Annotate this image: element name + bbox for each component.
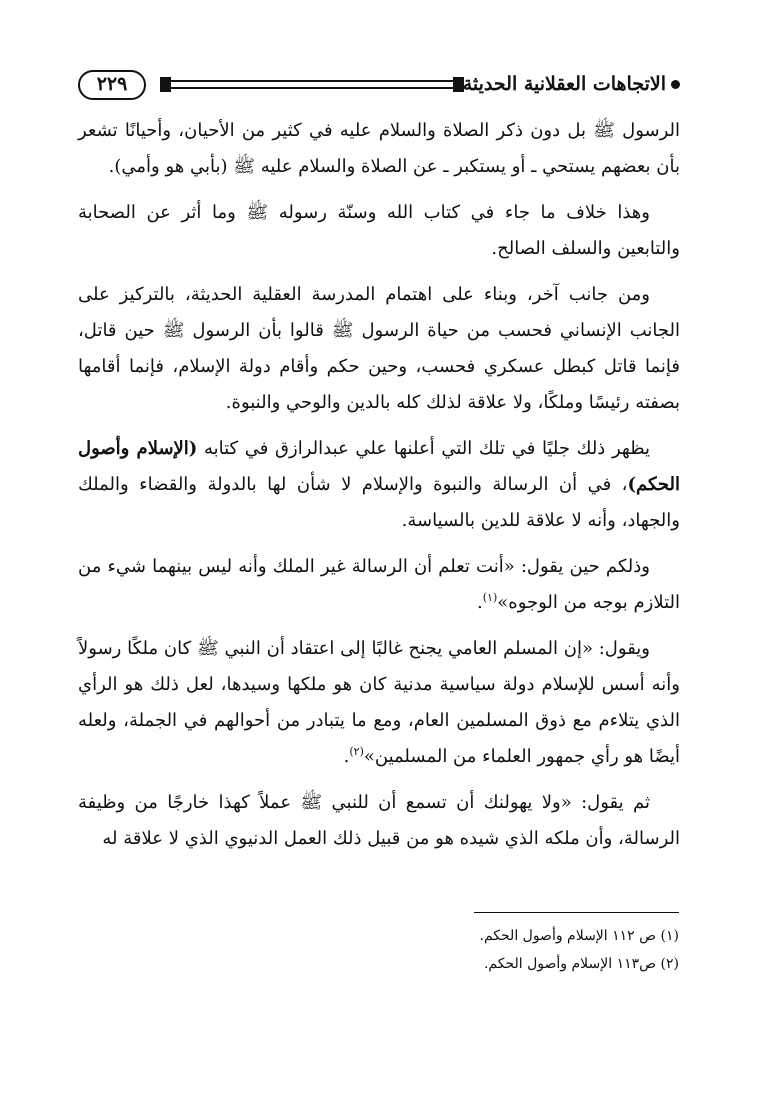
book-title: (الإسلام وأصول الحكم) <box>78 438 680 495</box>
paragraph: وهذا خلاف ما جاء في كتاب الله وسنّة رسوله ﷺ وما أثر عن الصحابة والتابعين والسلف الصالح. <box>78 202 680 259</box>
paragraph-end: . <box>343 746 350 767</box>
paragraph <box>78 431 680 539</box>
footnote: (١) ص ١١٢ الإسلام وأصول الحكم. <box>479 928 679 944</box>
footnote: (٢) ص١١٣ الإسلام وأصول الحكم. <box>483 956 679 972</box>
running-title: الاتجاهات العقلانية الحديثة <box>462 73 666 95</box>
paragraph: ومن جانب آخر، وبناء على اهتمام المدرسة العقلية الحديثة، بالتركيز على الجانب الإنساني فحسب من حياة الرسول ﷺ قالوا بأن الرسول ﷺ حين قاتل، فإنما قاتل كبطل عسكري فحسب، وحين حكم وأقام دولة الإسلام، فإنما أقامها بصفته رئيسًا وملكًا، ولا علاقة لذلك كله بالدين والوحي والنبوة. <box>78 284 680 413</box>
page-number: ٢٢٩ <box>78 70 146 100</box>
quote-text: ويقول: «إن المسلم العامي يجنح غالبًا إلى اعتقاد أن النبي ﷺ كان ملكًا رسولاً وأنه أسس للإسلام دولة سياسية مدنية كان هو ملكها وسيدها، لعل ذلك هو الرأي الذي يتلاءم مع ذوق المسلمين العام، ومع ما يتبادر من أحوالهم في الجملة، ولعله أيضًا هو رأي جمهور العلماء من المسلمين» <box>78 638 680 767</box>
paragraph-text: ، في أن الرسالة والنبوة والإسلام لا شأن لها بالدولة والقضاء والملك والجهاد، وأنه لا علاقة للدين بالسياسة. <box>78 474 680 531</box>
paragraph-text: يظهر ذلك جليًا في تلك التي أعلنها علي عبدالرازق في كتابه <box>197 438 650 459</box>
footnotes <box>77 922 679 978</box>
bullet-icon <box>671 80 680 89</box>
quote-text: وذلكم حين يقول: «أنت تعلم أن الرسالة غير الملك وأنه ليس بينهما شيء من التلازم بوجه من الوجوه» <box>78 556 680 613</box>
footnote-divider <box>474 912 679 913</box>
paragraph <box>78 549 680 621</box>
footnote-ref[interactable]: (٢) <box>349 745 364 758</box>
paragraph: الرسول ﷺ بل دون ذكر الصلاة والسلام عليه في كثير من الأحيان، وأحيانًا تشعر بأن بعضهم يستحي ـ أو يستكبر ـ عن الصلاة والسلام عليه ﷺ (بأبي هو وأمي). <box>78 120 680 177</box>
paragraph <box>78 631 680 775</box>
footnote-ref[interactable]: (١) <box>482 591 498 604</box>
paragraph: ثم يقول: «ولا يهولنك أن تسمع أن للنبي ﷺ عملاً كهذا خارجًا من وظيفة الرسالة، وأن ملكه الذي شيده هو من قبيل ذلك العمل الدنيوي الذي لا علاقة له <box>78 792 680 849</box>
main-text <box>78 113 680 867</box>
header-double-rule <box>170 80 454 89</box>
paragraph-end: . <box>477 592 483 613</box>
page-header <box>78 66 680 106</box>
